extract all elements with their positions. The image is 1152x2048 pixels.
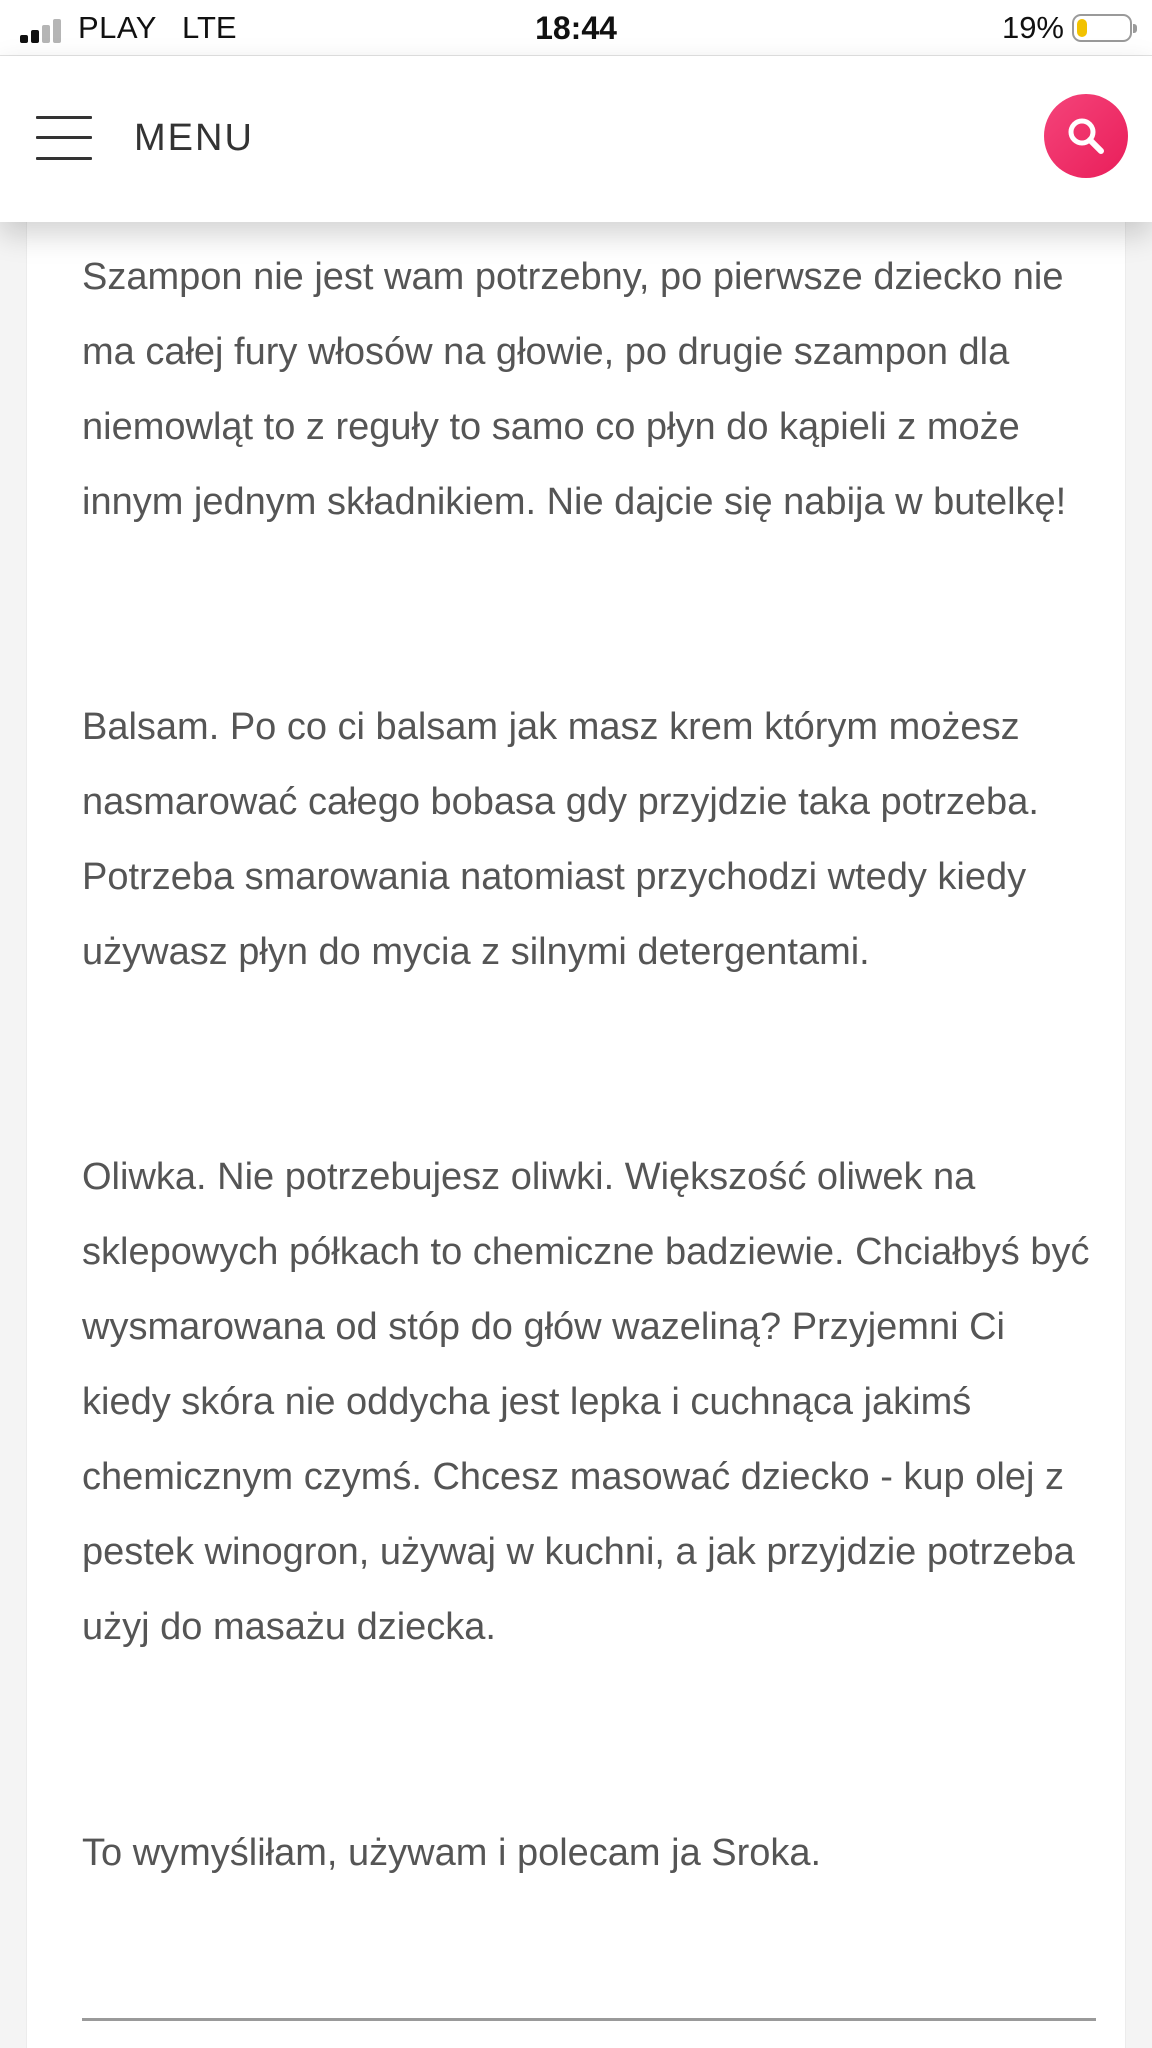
battery-icon xyxy=(1072,14,1132,42)
search-button[interactable] xyxy=(1044,94,1128,178)
article-paragraph-balm: Balsam. Po co ci balsam jak masz krem którym możesz nasmarować całego bobasa gdy przyjdzie taka potrzeba. Potrzeba smarowania natomiast przychodzi wtedy kiedy używasz płyn do mycia z silnymi detergentami. xyxy=(82,706,1039,973)
battery-level-fill xyxy=(1077,19,1087,37)
search-icon xyxy=(1066,116,1106,156)
article-paragraph-olive: Oliwka. Nie potrzebujesz oliwki. Większość oliwek na sklepowych półkach to chemiczne badziewie. Chciałbyś być wysmarowana od stóp do głów wazeliną? Przyjemni Ci kiedy skóra nie oddycha jest lepka i cuchnąca jakimś chemicznym czymś. Chcesz masować dziecko - kup olej z pestek winogron, używaj w kuchni, a jak przyjdzie potrzeba użyj do masażu dziecka. xyxy=(82,1156,1090,1648)
status-bar xyxy=(0,0,1152,56)
article-paragraph-signature: To wymyśliłam, używam i polecam ja Sroka. xyxy=(82,1832,822,1874)
article-paragraph-shampoo: Szampon nie jest wam potrzebny, po pierwsze dziecko nie ma całej fury włosów na głowie, po drugie szampon dla niemowląt to z reguły to samo co płyn do kąpieli z może innym jednym składnikiem. Nie dajcie się nabija w butelkę! xyxy=(82,256,1067,523)
battery-percentage: 19% xyxy=(1001,10,1064,45)
menu-button[interactable]: MENU xyxy=(134,117,254,159)
carrier-name: PLAY xyxy=(78,10,157,45)
status-time: 18:44 xyxy=(535,10,617,46)
hamburger-icon[interactable] xyxy=(36,116,92,160)
site-header xyxy=(0,56,1152,222)
article-content xyxy=(26,222,1126,2048)
divider xyxy=(82,2018,1096,2021)
network-type: LTE xyxy=(182,10,237,45)
